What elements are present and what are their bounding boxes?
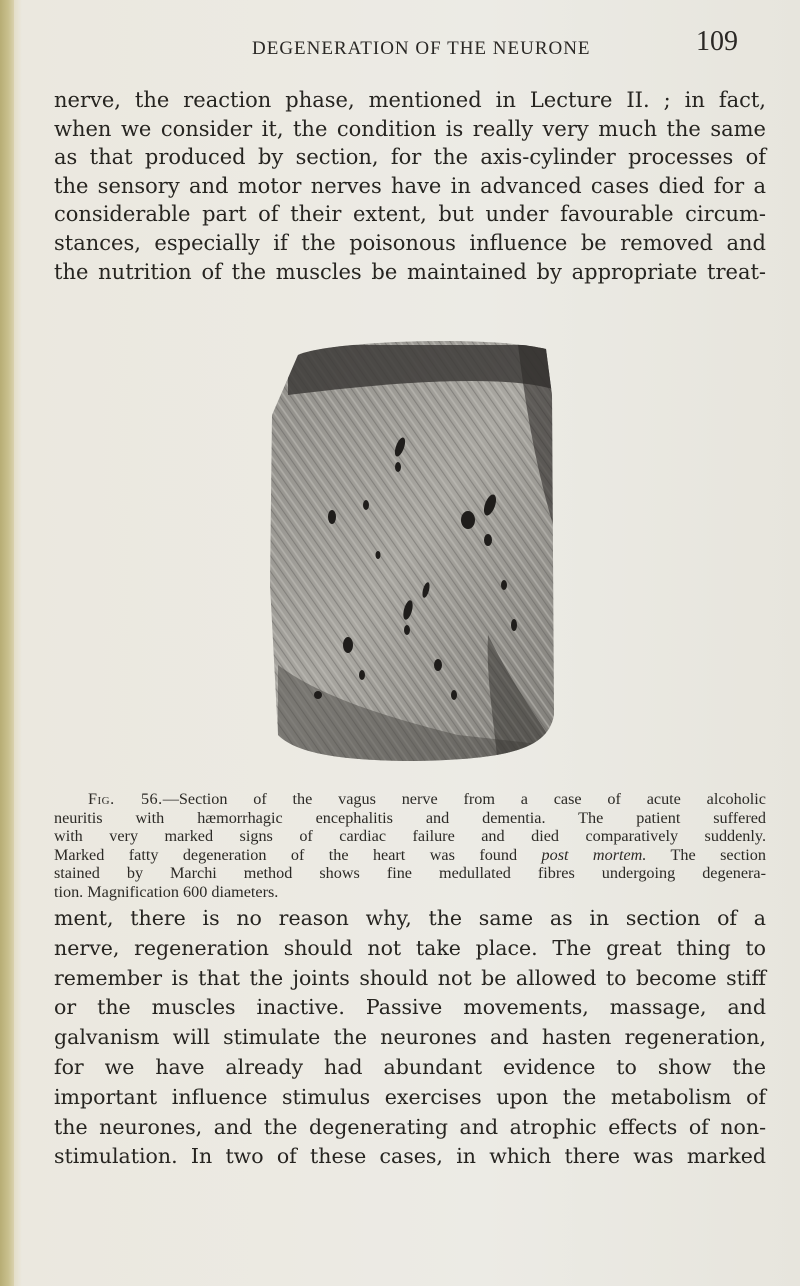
text-line: the neurones, and the degenerating and atrophic effects of non-: [54, 1114, 766, 1139]
figure-caption: [54, 790, 766, 902]
text-line: nerve, the reaction phase, mentioned in Lecture II. ; in fact,: [54, 88, 766, 112]
caption-line: stained by Marchi method shows fine medullated fibres undergoing degenera-: [54, 864, 766, 883]
text-line: the sensory and motor nerves have in advanced cases died for a: [54, 173, 766, 198]
caption-line: with very marked signs of cardiac failure and died comparatively suddenly.: [54, 827, 766, 846]
caption-italic-text: post mortem.: [541, 845, 647, 864]
caption-line: neuritis with hæmorrhagic encephalitis and dementia. The patient suffered: [54, 808, 766, 827]
text-line: when we consider it, the condition is really very much the same: [54, 116, 766, 141]
caption-text: —Section of the vagus nerve from a case of acute alcoholic: [162, 790, 766, 808]
text-line: considerable part of their extent, but under favourable circum-: [54, 202, 766, 227]
text-line: stances, especially if the poisonous influence be removed and: [54, 230, 766, 255]
caption-line: [54, 846, 766, 865]
running-head: DEGENERATION OF THE NEURONE: [252, 38, 591, 59]
bottom-paragraph: [54, 904, 766, 1172]
page-number: 109: [696, 26, 738, 57]
text-line: the nutrition of the muscles be maintained by appropriate treat-: [54, 259, 766, 284]
section-image: [258, 335, 556, 765]
caption-text: The section: [646, 845, 766, 864]
text-line: important influence stimulus exercises upon the metabolism of: [54, 1084, 766, 1109]
text-line: for we have already had abundant evidence to show the: [54, 1054, 766, 1079]
text-line: stimulation. In two of these cases, in which there was marked: [54, 1144, 766, 1169]
text-line: galvanism will stimulate the neurones and hasten regeneration,: [54, 1025, 766, 1050]
caption-text: Marked fatty degeneration of the heart was found: [54, 845, 542, 864]
caption-line: tion. Magnification 600 diameters.: [54, 882, 279, 901]
caption-line: [54, 790, 766, 809]
top-paragraph: [54, 86, 766, 286]
text-line: ment, there is no reason why, the same as in section of a: [54, 906, 766, 930]
microscope-section-figure: [258, 335, 556, 765]
text-line: as that produced by section, for the axis-cylinder processes of: [54, 145, 766, 170]
figure-label: Fig. 56.: [88, 790, 163, 808]
text-line: remember is that the joints should not be allowed to become stiff: [54, 965, 766, 990]
text-line: nerve, regeneration should not take place. The great thing to: [54, 935, 766, 960]
page-spine-shadow: [0, 0, 14, 1286]
text-line: or the muscles inactive. Passive movements, massage, and: [54, 995, 766, 1020]
